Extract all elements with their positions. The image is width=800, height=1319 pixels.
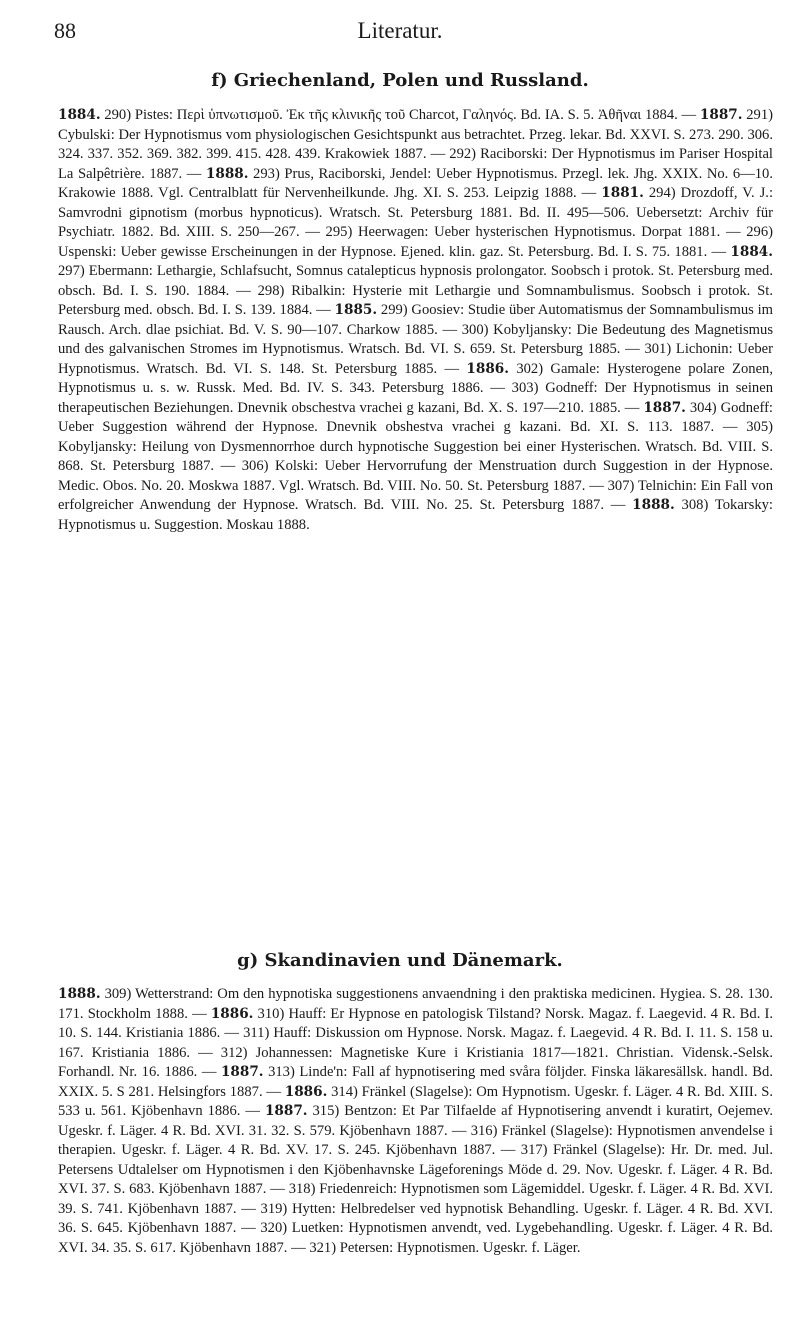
year-marker: 1886. bbox=[210, 1005, 254, 1022]
section-body-scandinavia bbox=[58, 985, 773, 1258]
year-marker: 1884. bbox=[730, 243, 773, 260]
year-marker: 1881. bbox=[601, 185, 644, 201]
section-body-russia bbox=[58, 106, 773, 535]
reference-text: 294) Drozdoff, V. J.: Samvrodni gipnotism (morbus hypnoticus). Wratsch. St. Petersburg 1881. Bd. II. 495—506. Uebersetzt: Archiv für Psychiatr. 1882. Bd. XIII. S. 250—267. — 295) Heerwagen: Ueber hysterischen Hypnotismus. Dorpat 1881. — 296) Uspenski: Ueber gewisse Erscheinungen in der Hypnose. Ejened. klin. gaz. St. Petersburg. Bd. I. S. 75. 1881. — bbox=[58, 185, 773, 260]
year-marker: 1888. bbox=[205, 165, 249, 182]
reference-text: 293) Prus, Raciborski, Jendel: Ueber Hypnotismus. Przegl. lek. Jhg. XXIX. No. 6—10. Krakowie 1888. Vgl. Centralblatt für Nervenheilkunde. Jhg. XI. S. 253. Leipzig 1888. — bbox=[58, 165, 773, 201]
year-marker: 1884. bbox=[58, 107, 101, 123]
year-marker: 1887. bbox=[699, 107, 743, 123]
year-marker: 1886. bbox=[466, 360, 509, 377]
reference-text: 308) Tokarsky: Hypnotismus u. Suggestion. Moskau 1888. bbox=[58, 497, 773, 533]
reference-text: 304) Godneff: Ueber Suggestion während der Hypnose. Dnevnik obshestva vrachei g kazani. Bd. XI. S. 113. 1887. — 305) Kobyljansky: Heilung von Dysmennorrhoe durch hypnotische Suggestion bei einer Hysterischen. Wratsch. Bd. VIII. S. 868. St. Petersburg 1887. — 306) Kolski: Ueber Hervorrufung der Menstruation durch Suggestion in der Hypnose. Medic. Obos. No. 20. Moskwa 1887. Vgl. Wratsch. Bd. VIII. No. 50. St. Petersburg 1887. — 307) Telnichin: Ein Fall von erfolgreicher Anwendung der Hypnose. Wratsch. Bd. VIII. No. 25. St. Petersburg 1887. — bbox=[58, 399, 773, 513]
year-marker: 1887. bbox=[264, 1103, 308, 1119]
reference-text: 291) Cybulski: Der Hypnotismus vom physiologischen Gesichtspunkt aus betrachtet. Przeg. lekar. Bd. XXVI. S. 273. 290. 306. 324. 337. 352. 369. 382. 399. 415. 428. 439. Krakowiek 1887. — 292) Raciborski: Der Hypnotismus im Pariser Hospital La Salpêtrière. 1887. — bbox=[58, 107, 773, 182]
page-number: 88 bbox=[54, 18, 76, 43]
running-head-title: Literatur. bbox=[357, 18, 443, 43]
year-marker: 1888. bbox=[632, 497, 675, 513]
section-heading-russia: f) Griechenland, Polen und Russland. bbox=[211, 70, 589, 91]
section-heading-scandinavia: g) Skandinavien und Dänemark. bbox=[237, 950, 563, 971]
reference-text: 314) Fränkel (Slagelse): Om Hypnotism. Ugeskr. f. Läger. 4 R. Bd. XIII. S. 533 u. 561. Kjöbenhavn 1886. — bbox=[58, 1083, 773, 1119]
year-marker: 1887. bbox=[220, 1064, 264, 1080]
reference-text: 290) Pistes: Περὶ ὑπνωτισμοῦ. Ἐκ τῆς κλινικῆς τοῦ Charcot, Γαληνός. Bd. IA. S. 5. Ἀθῆναι 1884. — bbox=[100, 107, 700, 123]
reference-text: 302) Gamale: Hysterogene polare Zonen, Hypnotismus u. s. w. Russk. Med. Bd. IV. S. 343. Petersburg 1886. — 303) Godneff: Der Hypnotismus in seinen therapeutischen Beziehungen. Dnevnik obschestva vrachei g kazani, Bd. X. S. 197—210. 1885. — bbox=[58, 360, 773, 416]
year-marker: 1888. bbox=[58, 986, 101, 1002]
reference-text: 297) Ebermann: Lethargie, Schlafsucht, Somnus catalepticus hypnosis prolongator. Soobsch i protok. St. Petersburg med. obsch. Bd. I. S. 190. 1884. — 298) Ribalkin: Hysterie mit Lethargie und Somnambulismus. Soobsch i protok. St. Petersburg med. obsch. Bd. I. S. 139. 1884. — bbox=[58, 263, 773, 318]
year-marker: 1887. bbox=[643, 399, 686, 416]
reference-text: 310) Hauff: Er Hypnose en patologisk Tilstand? Norsk. Magaz. f. Laegevid. 4 R. Bd. I. 10. S. 144. Kristiania 1886. — 311) Hauff: Diskussion om Hypnose. Norsk. Magaz. f. Laegevid. 4 R. Bd. I. 11. S. 158 u. 167. Kristiania 1886. — 312) Johannessen: Magnetiske Kure i Kristiania 1817—1821. Christian. Vidensk.-Selsk. Forhandl. Nr. 16. 1886. — bbox=[58, 1005, 773, 1080]
year-marker: 1886. bbox=[284, 1083, 328, 1100]
reference-text: 313) Linde'n: Fall af hypnotisering med svåra följder. Finska läkaresällsk. handl. Bd. XXIX. 5. S 281. Helsingfors 1887. — bbox=[58, 1064, 773, 1100]
reference-text: 309) Wetterstrand: Om den hypnotiska suggestionens anvaendning i den praktiska medicinen. Hygiea. S. 28. 130. 171. Stockholm 1888. — bbox=[58, 986, 773, 1022]
reference-text: 315) Bentzon: Et Par Tilfaelde af Hypnotisering anvendt i kuratirt, Oejemev. Ugeskr. f. Läger. 4 R. Bd. XVI. 31. 32. S. 579. Kjöbenhavn 1887. — 316) Fränkel (Slagelse): Hypnotismen anvendelse i therapien. Ugeskr. f. Läger. 4 R. Bd. XV. 17. S. 245. Kjöbenhavn 1887. — 317) Fränkel (Slagelse): Hr. Dr. med. Jul. Petersens Udtalelser om Hypnotismen i den Kjöbenhavnske Lägeforenings Möde d. 29. Nov. Ugeskr. f. Läger. 4 R. Bd. XVI. 37. S. 683. Kjöbenhavn 1887. — 318) Friedenreich: Hypnotismen som Lägemiddel. Ugeskr. f. Läger. 4 R. Bd. XVI. 39. S. 741. Kjöbenhavn 1887. — 319) Hytten: Helbredelser ved hypnotisk Behandling. Ugeskr. f. Läger. 4 R. Bd. XVI. 36. S. 645. Kjöbenhavn 1887. — 320) Luetken: Hypnotismen anvendt, ved. Lygebehandling. Ugeskr. f. Läger. 4 R. Bd. XVI. 34. 35. S. 617. Kjöbenhavn 1887. — 321) Petersen: Hypnotismen. Ugeskr. f. Läger. bbox=[58, 1103, 774, 1256]
reference-text: 299) Goosiev: Studie über Automatismus der Somnambulismus im Rausch. Arch. dlae psichiat. Bd. V. S. 90—107. Charkow 1885. — 300) Kobyljansky: Die Bedeutung des Magnetismus und des galvanischen Stromes im Hypnotismus. Wratsch. Bd. VI. S. 659. St. Petersburg 1885. — 301) Lichonin: Ueber Hypnotismus. Wratsch. Bd. VI. S. 148. St. Petersburg 1885. — bbox=[58, 302, 773, 377]
year-marker: 1885. bbox=[334, 302, 378, 318]
